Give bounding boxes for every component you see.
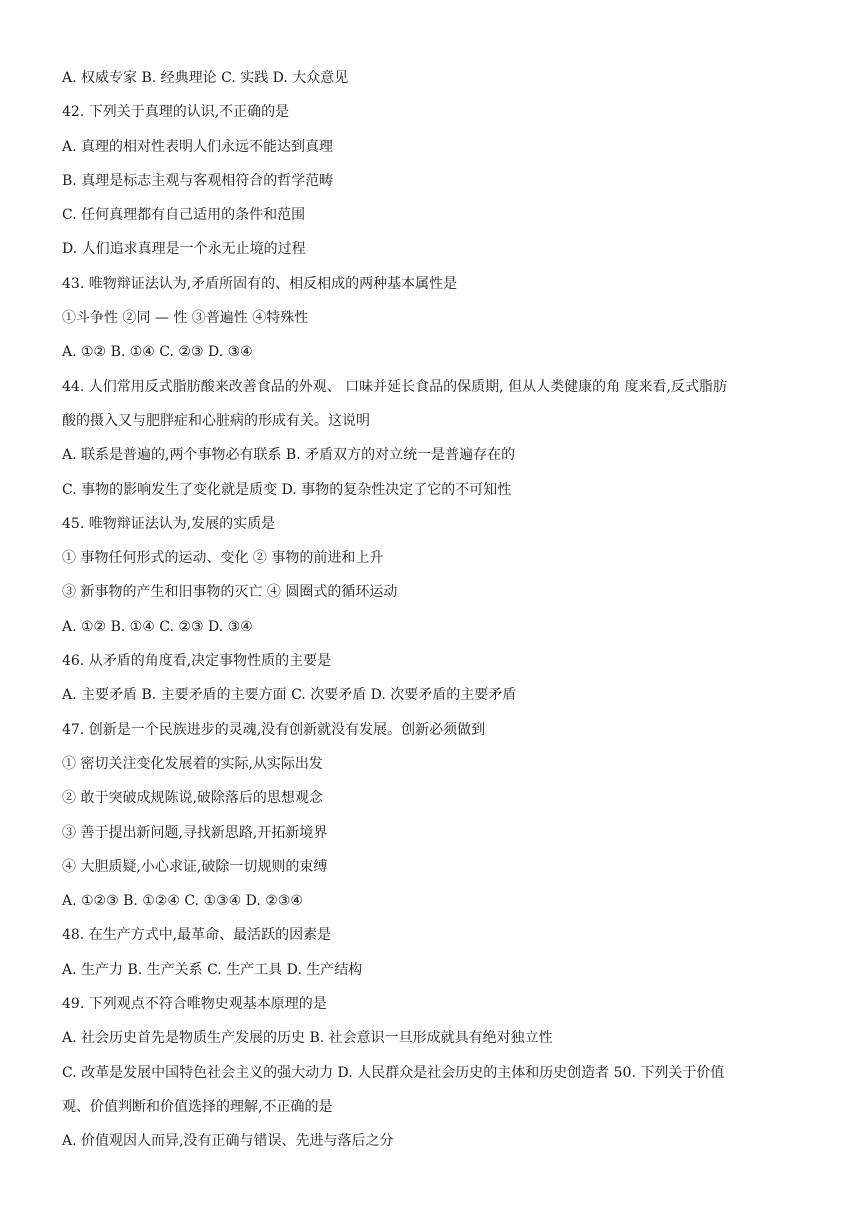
text-line: 酸的摄入又与肥胖症和心脏病的形成有关。这说明 <box>62 412 370 429</box>
text-line: A. ①②③ B. ①②④ C. ①③④ D. ②③④ <box>62 893 303 910</box>
text-line: ③ 新事物的产生和旧事物的灭亡 ④ 圆圈式的循环运动 <box>62 584 398 601</box>
text-line: B. 真理是标志主观与客观相符合的哲学范畴 <box>62 172 334 189</box>
text-line: ①斗争性 ②同 — 性 ③普遍性 ④特殊性 <box>62 310 309 327</box>
text-line: ① 事物任何形式的运动、变化 ② 事物的前进和上升 <box>62 550 384 567</box>
text-line: A. ①② B. ①④ C. ②③ D. ③④ <box>62 618 253 635</box>
text-line: 观、价值判断和价值选择的理解,不正确的是 <box>62 1098 333 1115</box>
question-47: 47. 创新是一个民族进步的灵魂,没有创新就没有发展。创新必须做到 <box>62 721 486 738</box>
text-line: ③ 善于提出新问题,寻找新思路,开拓新境界 <box>62 824 328 841</box>
question-49: 49. 下列观点不符合唯物史观基本原理的是 <box>62 996 327 1013</box>
text-line: ④ 大胆质疑,小心求证,破除一切规则的束缚 <box>62 858 328 875</box>
question-42: 42. 下列关于真理的认识,不正确的是 <box>62 104 290 121</box>
text-line: A. ①② B. ①④ C. ②③ D. ③④ <box>62 344 253 361</box>
question-44: 44. 人们常用反式脂肪酸来改善食品的外观、 口味并延长食品的保质期, 但从人类健康的角 度来看,反式脂肪 <box>62 378 727 395</box>
text-line: A. 权威专家 B. 经典理论 C. 实践 D. 大众意见 <box>62 70 349 86</box>
text-line: C. 事物的影响发生了变化就是质变 D. 事物的复杂性决定了它的不可知性 <box>62 481 512 498</box>
text-line: ② 敢于突破成规陈说,破除落后的思想观念 <box>62 790 323 807</box>
text-line: C. 任何真理都有自己适用的条件和范围 <box>62 207 306 224</box>
text-line: ① 密切关注变化发展着的实际,从实际出发 <box>62 755 323 772</box>
text-line: A. 价值观因人而异,没有正确与错误、先进与落后之分 <box>62 1133 394 1150</box>
question-45: 45. 唯物辩证法认为,发展的实质是 <box>62 515 276 532</box>
text-line: C. 改革是发展中国特色社会主义的强大动力 D. 人民群众是社会历史的主体和历史创造者 50. 下列关于价值 <box>62 1064 725 1081</box>
text-line: A. 主要矛盾 B. 主要矛盾的主要方面 C. 次要矛盾 D. 次要矛盾的主要矛盾 <box>62 687 517 704</box>
question-46: 46. 从矛盾的角度看,决定事物性质的主要是 <box>62 653 332 670</box>
text-line: A. 社会历史首先是物质生产发展的历史 B. 社会意识一旦形成就具有绝对独立性 <box>62 1030 553 1047</box>
text-line: D. 人们追求真理是一个永无止境的过程 <box>62 241 306 258</box>
question-48: 48. 在生产方式中,最革命、最活跃的因素是 <box>62 927 332 944</box>
text-line: A. 生产力 B. 生产关系 C. 生产工具 D. 生产结构 <box>62 961 363 978</box>
text-line: A. 联系是普遍的,两个事物必有联系 B. 矛盾双方的对立统一是普遍存在的 <box>62 447 516 464</box>
text-line: A. 真理的相对性表明人们永远不能达到真理 <box>62 138 334 155</box>
question-43: 43. 唯物辩证法认为,矛盾所固有的、相反相成的两种基本属性是 <box>62 275 458 292</box>
